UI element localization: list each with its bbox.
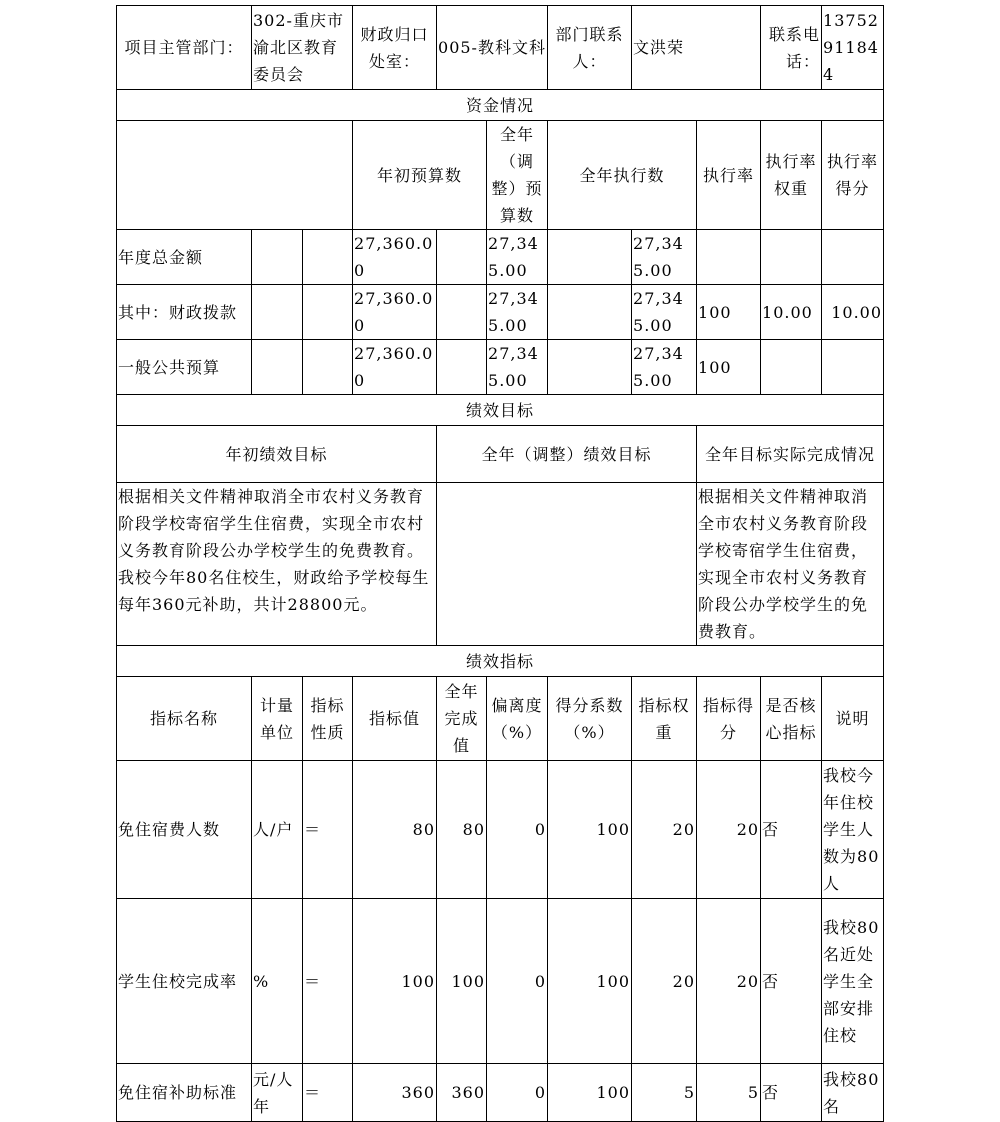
ind-row-value: 80 [353, 761, 437, 899]
goals-header-row [117, 426, 884, 483]
ind-header-value: 指标值 [353, 677, 437, 761]
funds-row-executed: 27,345.00 [632, 340, 697, 395]
blank-cell [437, 340, 487, 395]
ind-row-completed: 360 [437, 1064, 487, 1122]
ind-row-completed: 100 [437, 899, 487, 1064]
funds-row-executed: 27,345.00 [632, 230, 697, 285]
funds-row [117, 230, 884, 285]
ind-row-name: 免住宿费人数 [117, 761, 252, 899]
ind-row-unit: 人/户 [252, 761, 303, 899]
funds-row-initial: 27,360.00 [353, 285, 437, 340]
funds-row-weight [761, 340, 822, 395]
funds-row-rate: 100 [697, 285, 761, 340]
funds-row-rate: 100 [697, 340, 761, 395]
blank-cell [252, 230, 303, 285]
indicator-row [117, 761, 884, 899]
ind-header-name: 指标名称 [117, 677, 252, 761]
blank-cell [303, 230, 353, 285]
indicator-row [117, 899, 884, 1064]
ind-row-coef: 100 [548, 1064, 632, 1122]
ind-row-value: 100 [353, 899, 437, 1064]
finance-label: 财政归口处室： [353, 6, 437, 90]
blank-cell [548, 340, 632, 395]
goals-initial-text: 根据相关文件精神取消全市农村义务教育阶段学校寄宿学生住宿费，实现全市农村义务教育阶段公办学校学生的免费教育。我校今年80名住校生，财政给予学校每生每年360元补助，共计28800元。 [117, 483, 437, 646]
ind-row-nature: ＝ [303, 1064, 353, 1122]
ind-row-coef: 100 [548, 899, 632, 1064]
funds-row-weight: 10.00 [761, 285, 822, 340]
funds-row-name: 一般公共预算 [117, 340, 252, 395]
funds-row [117, 340, 884, 395]
ind-row-weight: 20 [632, 899, 697, 1064]
ind-row-coef: 100 [548, 761, 632, 899]
ind-row-note: 我校80名近处学生全部安排住校 [822, 899, 884, 1064]
goals-adjusted-text [437, 483, 697, 646]
indicators-section-title: 绩效指标 [117, 646, 884, 677]
ind-header-completed: 全年完成值 [437, 677, 487, 761]
ind-header-deviation: 偏离度（%） [487, 677, 548, 761]
blank-cell [548, 285, 632, 340]
funds-row-initial: 27,360.00 [353, 230, 437, 285]
funds-header-executed: 全年执行数 [548, 121, 697, 230]
funds-header-initial: 年初预算数 [353, 121, 487, 230]
finance-value: 005-教科文科 [437, 6, 548, 90]
blank-cell [252, 285, 303, 340]
blank-cell [252, 340, 303, 395]
funds-header-rate: 执行率 [697, 121, 761, 230]
ind-row-completed: 80 [437, 761, 487, 899]
phone-value: 13752911844 [822, 6, 884, 90]
blank-cell [437, 285, 487, 340]
ind-header-unit: 计量单位 [252, 677, 303, 761]
funds-row-name: 其中：财政拨款 [117, 285, 252, 340]
funds-header-adjusted: 全年（调整）预算数 [487, 121, 548, 230]
funds-row-weight [761, 230, 822, 285]
ind-row-unit: 元/人年 [252, 1064, 303, 1122]
goals-content-row [117, 483, 884, 646]
indicator-row [117, 1064, 884, 1122]
ind-header-note: 说明 [822, 677, 884, 761]
goals-col-initial: 年初绩效目标 [117, 426, 437, 483]
dept-label: 项目主管部门： [117, 6, 252, 90]
blank-cell [437, 230, 487, 285]
blank-cell [548, 230, 632, 285]
funds-row-adjusted: 27,345.00 [487, 285, 548, 340]
indicators-header-row [117, 677, 884, 761]
ind-row-nature: ＝ [303, 899, 353, 1064]
ind-row-score: 20 [697, 899, 761, 1064]
ind-row-score: 5 [697, 1064, 761, 1122]
ind-row-nature: ＝ [303, 761, 353, 899]
ind-row-deviation: 0 [487, 1064, 548, 1122]
funds-section-title: 资金情况 [117, 90, 884, 121]
funds-row [117, 285, 884, 340]
ind-row-core: 否 [761, 761, 822, 899]
funds-row-score [822, 230, 884, 285]
blank-cell [303, 285, 353, 340]
goals-col-adjusted: 全年（调整）绩效目标 [437, 426, 697, 483]
ind-row-weight: 5 [632, 1064, 697, 1122]
ind-header-score: 指标得分 [697, 677, 761, 761]
ind-row-value: 360 [353, 1064, 437, 1122]
ind-row-deviation: 0 [487, 761, 548, 899]
ind-header-core: 是否核心指标 [761, 677, 822, 761]
ind-row-name: 学生住校完成率 [117, 899, 252, 1064]
funds-header-blank [117, 121, 353, 230]
ind-row-score: 20 [697, 761, 761, 899]
funds-header-row [117, 121, 884, 230]
funds-row-rate [697, 230, 761, 285]
header-row [117, 6, 884, 90]
ind-row-deviation: 0 [487, 899, 548, 1064]
ind-header-nature: 指标性质 [303, 677, 353, 761]
goals-actual-text: 根据相关文件精神取消全市农村义务教育阶段学校寄宿学生住宿费，实现全市农村义务教育阶段公办学校学生的免费教育。 [697, 483, 884, 646]
contact-value: 文洪荣 [632, 6, 761, 90]
funds-row-executed: 27,345.00 [632, 285, 697, 340]
funds-row-score: 10.00 [822, 285, 884, 340]
funds-header-score: 执行率得分 [822, 121, 884, 230]
ind-row-note: 我校80名 [822, 1064, 884, 1122]
dept-value: 302-重庆市渝北区教育委员会 [252, 6, 353, 90]
ind-row-core: 否 [761, 899, 822, 1064]
funds-row-initial: 27,360.00 [353, 340, 437, 395]
phone-label: 联系电话： [761, 6, 822, 90]
funds-row-adjusted: 27,345.00 [487, 340, 548, 395]
performance-table [116, 5, 884, 1122]
ind-row-core: 否 [761, 1064, 822, 1122]
goals-section-title: 绩效目标 [117, 395, 884, 426]
ind-row-note: 我校今年住校学生人数为80人 [822, 761, 884, 899]
funds-row-name: 年度总金额 [117, 230, 252, 285]
goals-col-actual: 全年目标实际完成情况 [697, 426, 884, 483]
funds-row-score [822, 340, 884, 395]
ind-row-unit: % [252, 899, 303, 1064]
funds-row-adjusted: 27,345.00 [487, 230, 548, 285]
blank-cell [303, 340, 353, 395]
ind-row-weight: 20 [632, 761, 697, 899]
funds-header-weight: 执行率权重 [761, 121, 822, 230]
ind-row-name: 免住宿补助标准 [117, 1064, 252, 1122]
ind-header-weight: 指标权重 [632, 677, 697, 761]
ind-header-coef: 得分系数（%） [548, 677, 632, 761]
contact-label: 部门联系人： [548, 6, 632, 90]
